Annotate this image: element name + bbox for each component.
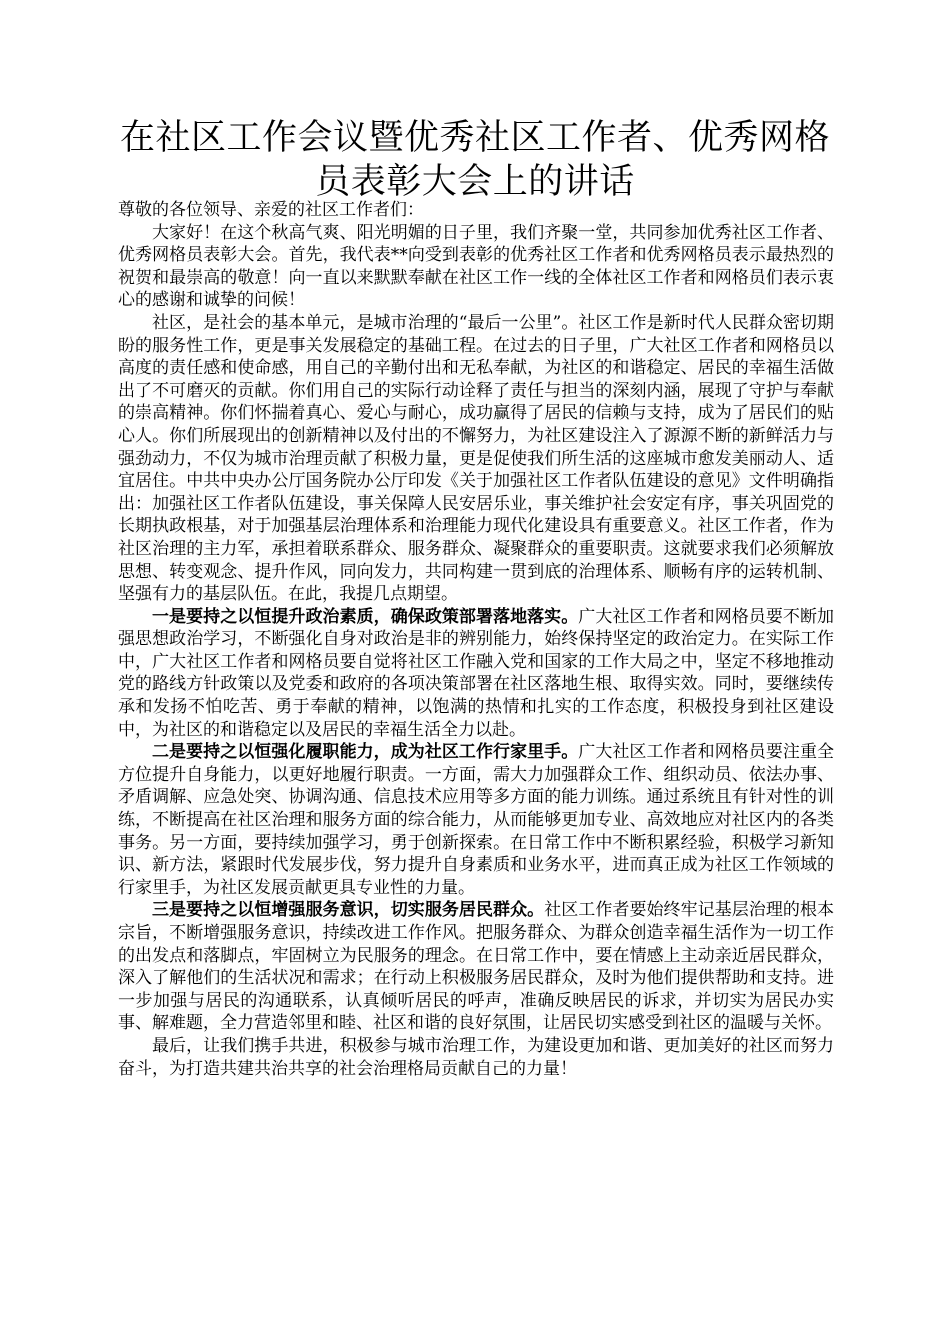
paragraph-text: 社区工作者要始终牢记基层治理的根本宗旨，不断增强服务意识，持续改进工作作风。把服务群众、为群众创造幸福生活作为一切工作的出发点和落脚点，牢固树立为民服务的理念。在日常工作中，要在情感上主动亲近居民群众，深入了解他们的生活状况和需求；在行动上积极服务居民群众，及时为他们提供帮助和支持。进一步加强与居民的沟通联系，认真倾听居民的呼声，准确反映居民的诉求，并切实为居民办实事、解难题，全力营造邻里和睦、社区和谐的良好氛围，让居民切实感受到社区的温暖与关怀。 xyxy=(118,900,835,1034)
paragraph-text: 广大社区工作者和网格员要注重全方位提升自身能力，以更好地履行职责。一方面，需大力加强群众工作、组织动员、依法办事、矛盾调解、应急处突、协调沟通、信息技术应用等多方面的能力训练。通过系统且有针对性的训练，不断提高在社区治理和服务方面的综合能力，从而能够更加专业、高效地应对社区内的各类事务。另一方面，要持续加强学习，勇于创新探索。在日常工作中不断积累经验，积极学习新知识、新方法，紧跟时代发展步伐，努力提升自身素质和业务水平，进而真正成为社区工作领域的行家里手，为社区发展贡献更具专业性的力量。 xyxy=(118,742,834,898)
paragraph-lead: 二是要持之以恒强化履职能力，成为社区工作行家里手。 xyxy=(152,742,579,763)
paragraph-text: 广大社区工作者和网格员要不断加强思想政治学习，不断强化自身对政治是非的辨别能力，始终保持坚定的政治定力。在实际工作中，广大社区工作者和网格员要自觉将社区工作融入党和国家的工作大局之中，坚定不移地推动党的路线方针政策以及党委和政府的各项决策部署在社区落地生根、取得实效。同时，要继续传承和发扬不怕吃苦、勇于奉献的精神，以饱满的热情和扎实的工作态度，积极投身到社区建设中，为社区的和谐稳定以及居民的幸福生活全力以赴。 xyxy=(118,606,834,740)
paragraph-text: 最后，让我们携手共进，积极参与城市治理工作，为建设更加和谐、更加美好的社区而努力奋斗，为打造共建共治共享的社会治理格局贡献自己的力量！ xyxy=(118,1035,834,1079)
paragraph-community-intro xyxy=(118,312,834,606)
paragraph-lead: 三是要持之以恒增强服务意识，切实服务居民群众。 xyxy=(152,900,545,921)
paragraph-closing xyxy=(118,1035,834,1080)
document-title: 在社区工作会议暨优秀社区工作者、优秀网格员表彰大会上的讲话 xyxy=(119,118,830,202)
paragraph-point-one xyxy=(118,606,834,742)
paragraph-point-three xyxy=(118,899,834,1035)
paragraph-point-two xyxy=(118,741,834,899)
document-body xyxy=(118,199,834,1080)
paragraph-lead: 一是要持之以恒提升政治素质，确保政策部署落地落实。 xyxy=(152,606,579,627)
paragraph-greeting xyxy=(118,222,834,312)
paragraph-text: 大家好！在这个秋高气爽、阳光明媚的日子里，我们齐聚一堂，共同参加优秀社区工作者、优秀网格员表彰大会。首先，我代表**向受到表彰的优秀社区工作者和优秀网格员表示最热烈的祝贺和最崇高的敬意！向一直以来默默奉献在社区工作一线的全体社区工作者和网格员们表示衷心的感谢和诚挚的问候！ xyxy=(118,222,834,311)
paragraph-text: 社区，是社会的基本单元，是城市治理的“最后一公里”。社区工作是新时代人民群众密切期盼的服务性工作，更是事关发展稳定的基础工程。在过去的日子里，广大社区工作者和网格员以高度的责任感和使命感，用自己的辛勤付出和无私奉献，为社区的和谐稳定、居民的幸福生活做出了不可磨灭的贡献。你们用自己的实际行动诠释了责任与担当的深刻内涵，展现了守护与奉献的崇高精神。你们怀揣着真心、爱心与耐心，成功赢得了居民的信赖与支持，成为了居民们的贴心人。你们所展现出的创新精神以及付出的不懈努力，为社区建设注入了源源不断的新鲜活力与强劲动力，不仅为城市治理贡献了积极力量，更是促使我们所生活的这座城市愈发美丽动人、适宜居住。中共中央办公厅国务院办公厅印发《关于加强社区工作者队伍建设的意见》文件明确指出：加强社区工作者队伍建设，事关保障人民安居乐业，事关维护社会安定有序，事关巩固党的长期执政根基，对于加强基层治理体系和治理能力现代化建设具有重要意义。社区工作者，作为社区治理的主力军，承担着联系群众、服务群众、凝聚群众的重要职责。这就要求我们必须解放思想、转变观念、提升作风，同向发力，共同构建一贯到底的治理体系、顺畅有序的运转机制、坚强有力的基层队伍。在此，我提几点期望。 xyxy=(118,312,834,605)
salutation: 尊敬的各位领导、亲爱的社区工作者们： xyxy=(118,200,424,220)
